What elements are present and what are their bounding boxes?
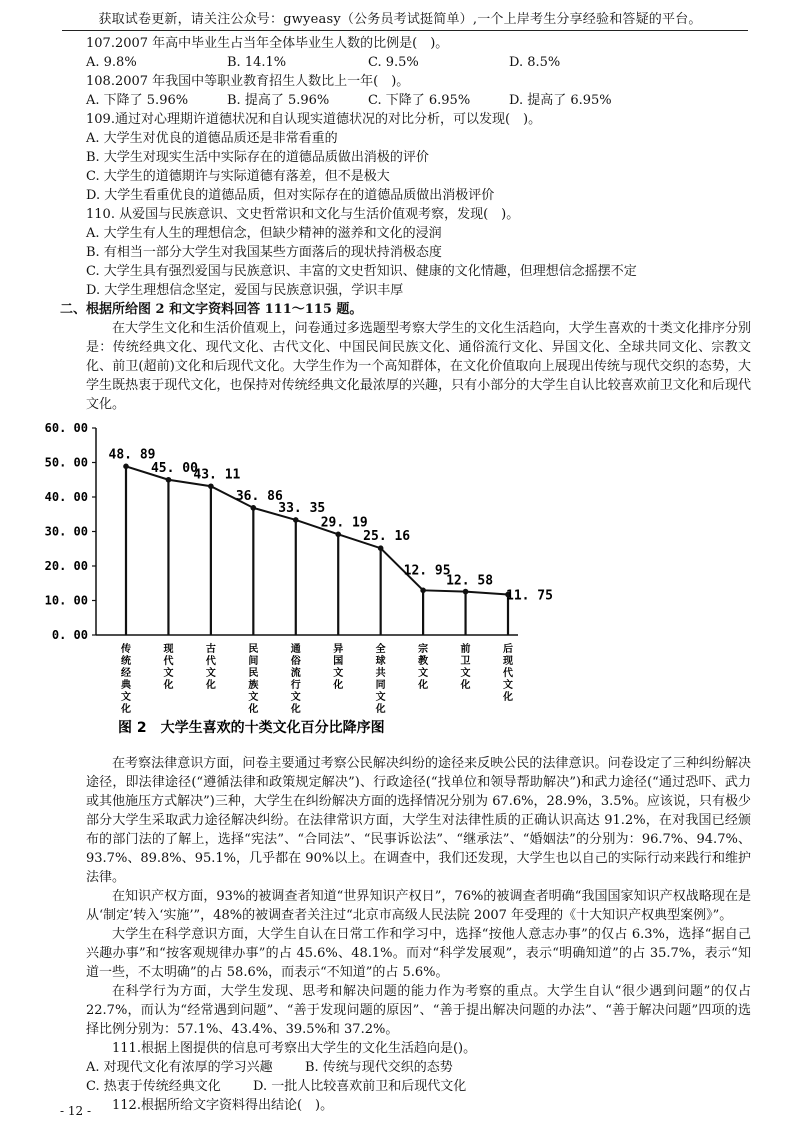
value-label: 33. 35 xyxy=(278,500,326,516)
data-point xyxy=(123,464,129,470)
category-label-char: 文 xyxy=(121,692,131,703)
value-label: 36. 86 xyxy=(235,488,283,504)
category-label-char: 文 xyxy=(460,668,471,679)
question-111 xyxy=(86,1039,751,1096)
option-b: B. 提高了 5.96% xyxy=(227,93,330,108)
category-label-char: 通 xyxy=(290,644,301,655)
option-row xyxy=(86,1077,751,1096)
category-label-char: 代 xyxy=(163,656,174,667)
option-d: D. 大学生理想信念坚定，爱国与民族意识强，学识丰厚 xyxy=(86,283,404,298)
data-point xyxy=(251,505,257,511)
category-label-char: 文 xyxy=(418,668,429,679)
category-label-char: 古 xyxy=(205,644,216,655)
option-a: A. 大学生有人生的理想信念，但缺少精神的滋养和文化的浸润 xyxy=(86,226,442,241)
question-110 xyxy=(86,205,751,300)
option-c: C. 热衷于传统经典文化 xyxy=(86,1079,221,1094)
chart-svg xyxy=(44,420,553,740)
category-label-char: 化 xyxy=(460,680,471,691)
category-label-char: 文 xyxy=(503,680,513,691)
question-stem: 108.2007 年我国中等职业教育招生人数比上一年( )。 xyxy=(86,74,410,89)
category-label-char: 卫 xyxy=(460,656,471,667)
category-label-char: 化 xyxy=(418,680,429,691)
question-stem: 109.通过对心理期许道德状况和自认现实道德状况的对比分析，可以发现( )。 xyxy=(86,112,542,127)
category-label-char: 传 xyxy=(121,644,131,655)
option-a: A. 下降了 5.96% xyxy=(86,93,189,108)
option-a: A. 大学生对优良的道德品质还是非常看重的 xyxy=(86,131,338,146)
value-label: 29. 19 xyxy=(320,515,368,531)
data-point xyxy=(335,531,341,537)
category-label-char: 文 xyxy=(163,668,174,679)
category-label-char: 文 xyxy=(248,692,259,703)
category-label-char: 统 xyxy=(121,656,131,667)
paragraph-ip: 在知识产权方面，93%的被调查者知道“世界知识产权日”，76%的被调查者明确“我国国家知识产权战略现在是从‘制定’转入‘实施’”，48%的被调查者关注过“北京市高级人民法院 2007 年受理的《十大知识产权典型案例》”。 xyxy=(86,889,751,923)
category-label-char: 异 xyxy=(333,644,344,655)
category-label-char: 共 xyxy=(375,668,386,679)
option-d: D. 提高了 6.95% xyxy=(509,93,612,108)
paragraph-law: 在考察法律意识方面，问卷主要通过考察公民解决纠纷的途径来反映公民的法律意识。问卷设定了三种纠纷解决途径，即法律途径(“遵循法律和政策规定解决”)、行政途径(“找单位和领导帮助解决”)和武力途径(“通过恐吓、武力或其他施压方式解决”)三种，大学生在纠纷解决方面的选择情况分别为 67.6%，28.9%，3.5%。应该说，只有极少部分大学生采取武力途径解决纠纷。在法律常识方面，大学生对法律性质的正确认识高达 91.2%，在对我国已经颁布的部门法的了解上，选择“宪法”、“合同法”、“民事诉讼法”、“继承法”、“婚姻法”的分别为：96.7%、94.7%、93.7%、89.8%、95.1%，几乎都在 90%以上。在调查中，我们还发现，大学生也以自己的实际行动来践行和维护法律。 xyxy=(86,756,751,885)
category-label-char: 化 xyxy=(503,692,513,703)
page-number: - 12 - xyxy=(60,1104,92,1118)
option-c: C. 大学生具有强烈爱国与民族意识、丰富的文史哲知识、健康的文化情趣，但理想信念摇摆不定 xyxy=(86,264,637,279)
category-label-char: 现 xyxy=(503,656,513,667)
category-label-char: 代 xyxy=(205,656,216,667)
option-d: D. 大学生看重优良的道德品质，但对实际存在的道德品质做出消极评价 xyxy=(86,188,495,203)
question-107 xyxy=(86,34,751,72)
option-d: D. 一批人比较喜欢前卫和后现代文化 xyxy=(253,1079,467,1094)
paragraph-science-behavior: 在科学行为方面，大学生发现、思考和解决问题的能力作为考察的重点。大学生自认“很少遇到问题”的仅占 22.7%，而认为“经常遇到问题”、“善于发现问题的原因”、“善于提出解决问题的办法”、“善于解决问题”四项的选择比例分别为：57.1%、43.4%、39.5%和 37.2%。 xyxy=(86,984,751,1037)
category-label-char: 同 xyxy=(375,680,386,691)
data-point xyxy=(166,477,172,483)
category-label-char: 化 xyxy=(375,704,386,715)
category-label-char: 国 xyxy=(333,656,344,667)
paragraph-science-awareness: 大学生在科学意识方面，大学生自认在日常工作和学习中，选择“按他人意志办事”的仅占 6.3%，选择“据自己兴趣办事”和“按客观规律办事”的占 45.6%、48.1%。而对“科学发展观”，表示“明确知道”的占 35.7%，表示“知道一些，不太明确”的占 58.6%，而表示“不知道”的占 5.6%。 xyxy=(86,927,751,980)
data-point xyxy=(208,483,214,489)
category-label-char: 文 xyxy=(290,692,301,703)
page-content xyxy=(44,34,751,1115)
value-label: 12. 58 xyxy=(446,573,494,589)
category-label-char: 典 xyxy=(121,680,131,691)
category-label-char: 族 xyxy=(248,680,259,691)
option-row xyxy=(86,1058,751,1077)
category-label-char: 文 xyxy=(333,668,344,679)
category-label-char: 化 xyxy=(248,704,259,715)
category-label-char: 后 xyxy=(503,644,513,655)
question-108 xyxy=(86,72,751,110)
value-label: 25. 16 xyxy=(363,529,411,545)
category-labels xyxy=(120,642,514,715)
value-label: 11. 75 xyxy=(506,588,553,604)
category-label-char: 教 xyxy=(418,656,429,667)
y-tick-label: 0. 00 xyxy=(51,628,88,642)
option-b: B. 大学生对现实生活中实际存在的道德品质做出消极的评价 xyxy=(86,150,429,165)
category-label-char: 民 xyxy=(248,668,259,679)
y-tick-label: 60. 00 xyxy=(44,421,88,435)
question-109 xyxy=(86,110,751,205)
section-title: 二、根据所给图 2 和文字资料回答 111～115 题。 xyxy=(60,302,363,317)
option-c: C. 大学生的道德期许与实际道德有落差，但不是极大 xyxy=(86,169,390,184)
question-stem: 107.2007 年高中毕业生占当年全体毕业生人数的比例是( )。 xyxy=(86,36,449,51)
option-b: B. 传统与现代交织的态势 xyxy=(304,1060,453,1075)
data-point xyxy=(293,517,299,523)
question-stem: 111.根据上图提供的信息可考察出大学生的文化生活趋向是()。 xyxy=(112,1041,477,1056)
category-label-char: 间 xyxy=(248,656,259,667)
paragraph-culture: 在大学生文化和生活价值观上，问卷通过多选题型考察大学生的文化生活趋向，大学生喜欢的十类文化排序分别是：传统经典文化、现代文化、古代文化、中国民间民族文化、通俗流行文化、异国文化、全球共同文化、宗教文化、前卫(超前)文化和后现代文化。大学生作为一个高知群体，在文化价值取向上展现出传统与现代交织的态势，大学生既热衷于现代文化，也保持对传统经典文化最浓厚的兴趣，只有小部分的大学生自认比较喜欢前卫文化和后现代文化。 xyxy=(86,321,751,412)
category-label-char: 宗 xyxy=(418,644,429,655)
value-label: 43. 11 xyxy=(193,467,241,483)
category-label-char: 化 xyxy=(290,704,301,715)
y-tick-label: 10. 00 xyxy=(44,593,88,608)
y-tick-label: 40. 00 xyxy=(44,490,88,504)
value-label: 12. 95 xyxy=(403,563,451,579)
value-label: 48. 89 xyxy=(108,447,156,463)
header-divider xyxy=(62,30,748,31)
y-tick-label: 50. 00 xyxy=(44,455,88,470)
option-a: A. 对现代文化有浓厚的学习兴趣 xyxy=(86,1060,273,1075)
data-point xyxy=(378,545,384,551)
question-112-stem: 112.根据所给文字资料得出结论( )。 xyxy=(112,1098,334,1113)
category-label-char: 民 xyxy=(248,644,259,655)
option-c: C. 下降了 6.95% xyxy=(368,93,471,108)
value-label: 45. 00 xyxy=(150,460,198,476)
category-label-char: 化 xyxy=(121,704,131,715)
y-tick-label: 20. 00 xyxy=(44,559,88,573)
category-label-char: 行 xyxy=(290,680,301,691)
category-label-char: 流 xyxy=(290,668,301,679)
option-b: B. 有相当一部分大学生对我国某些方面落后的现状持消极态度 xyxy=(86,245,442,260)
category-label-char: 化 xyxy=(163,680,174,691)
category-label-char: 文 xyxy=(205,668,216,679)
option-row xyxy=(86,91,751,110)
category-label-char: 俗 xyxy=(290,656,301,667)
value-labels xyxy=(109,447,553,603)
category-label-char: 全 xyxy=(375,644,386,655)
category-label-char: 文 xyxy=(375,692,386,703)
y-tick-label: 30. 00 xyxy=(44,524,88,539)
data-point xyxy=(420,588,426,594)
option-row xyxy=(86,53,751,72)
question-stem: 110. 从爱国与民族意识、文史哲常识和文化与生活价值观考察，发现( )。 xyxy=(86,207,520,222)
page-header-note: 获取试卷更新，请关注公众号：gwyeasy（公务员考试挺简单）,一个上岸考生分享经验和答疑的平台。 xyxy=(98,12,702,27)
option-b: B. 14.1% xyxy=(227,55,287,70)
category-label-char: 现 xyxy=(163,644,174,655)
category-label-char: 化 xyxy=(333,680,344,691)
category-label-char: 经 xyxy=(121,668,131,679)
culture-chart xyxy=(44,420,553,740)
option-d: D. 8.5% xyxy=(509,55,561,70)
option-a: A. 9.8% xyxy=(86,55,137,70)
category-label-char: 化 xyxy=(205,680,216,691)
data-point xyxy=(463,589,469,595)
category-label-char: 代 xyxy=(503,668,513,679)
drop-lines xyxy=(126,466,508,635)
chart-title: 图 2 大学生喜欢的十类文化百分比降序图 xyxy=(118,720,385,736)
category-label-char: 球 xyxy=(375,656,386,667)
option-c: C. 9.5% xyxy=(368,55,419,70)
category-label-char: 前 xyxy=(460,644,471,655)
